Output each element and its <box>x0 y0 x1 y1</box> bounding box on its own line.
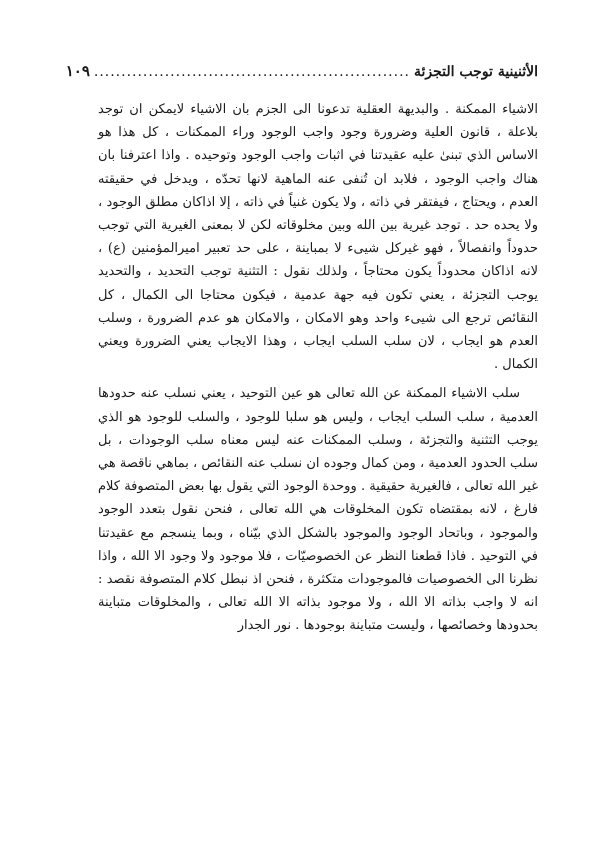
paragraph-2: سلب الاشياء الممكنة عن الله تعالى هو عين التوحيد ، يعني نسلب عنه حدودها العدمية ، سلب السلب ايجاب ، وليس هو سلبا للوجود ، والسلب للوجود هو الذي يوجب التثنية والتجزئة ، وسلب الممكنات عنه ليس معناه سلب الوجودات ، بل سلب الحدود العدمية ، ومن كمال وجوده ان نسلب عنه النقائص ، بماهي ناقصة هي غير الله تعالى ، فالغيرية حقيقية . ووحدة الوجود التي يقول بها بعض المتصوفة كلام فارغ ، لانه بمقتضاه تكون المخلوقات هي الله تعالى ، فنحن نقول بتعدد الوجود والموجود ، وباتحاد الوجود والموجود بالشكل الذي بيّناه ، وبما ينسجم مع عقيدتنا في التوحيد . فاذا قطعنا النظر عن الخصوصيّات ، فلا موجود ولا وجود الا الله ، واذا نظرنا الى الخصوصيات فالموجودات متكثرة ، فنحن اذ نبطل كلام المتصوفة نقصد : انه لا واجب بذاته الا الله ، ولا موجود بذاته الا الله تعالى ، والمخلوقات متباينة بحدودها وخصائصها ، وليست متباينة بوجودها . نور الجدار <box>98 386 538 634</box>
body-text <box>98 98 538 638</box>
paragraph-1: الاشياء الممكنة . والبديهة العقلية تدعونا الى الجزم بان الاشياء لايمكن ان توجد بلاعلة ، قانون العلية وضرورة وجود واجب الوجود وراء الممكنات ، كل هذا هو الاساس الذي تبنىٰ عليه عقيدتنا في اثبات واجب الوجود وتوحيده . واذا اعترفنا بان هناك واجب الوجود ، فلابد ان تُنفى عنه الماهية لانها تحدّه ، ويدخل في حقيقته العدم ، ويحتاج ، فيفتقر في ذاته ، ولا يكون غنياً في ذاته ، إلا اذاكان مطلق الوجود ، ولا يحده حد . توجد غيرية بين الله وبين مخلوقاته لكن لا بمعنى الغيرية التي توجب حدوداً وانفصالاً ، فهو غيركل شيىء لا بمباينة ، على حد تعبير اميرالمؤمنين (ع) ، لانه اذاكان محدوداً يكون محتاجاً ، ولذلك نقول : التثنية توجب التحديد ، والتحديد يوجب التجزئة ، يعني تكون فيه جهة عدمية ، فيكون محتاجا الى الكمال ، كل النقائص ترجع الى شيىء واحد وهو الامكان ، والامكان هو عدم الضرورة ، وسلب العدم هو ايجاب ، لان سلب السلب ايجاب ، وهذا الايجاب يعني الضرورة ويعني الكمال . <box>98 102 538 373</box>
chapter-title: الأثنينية توجب التجزئة <box>414 64 538 80</box>
page-number: ١٠٩ <box>65 62 90 80</box>
running-header <box>65 62 538 84</box>
leader-dots: .......................................................... <box>93 64 410 80</box>
